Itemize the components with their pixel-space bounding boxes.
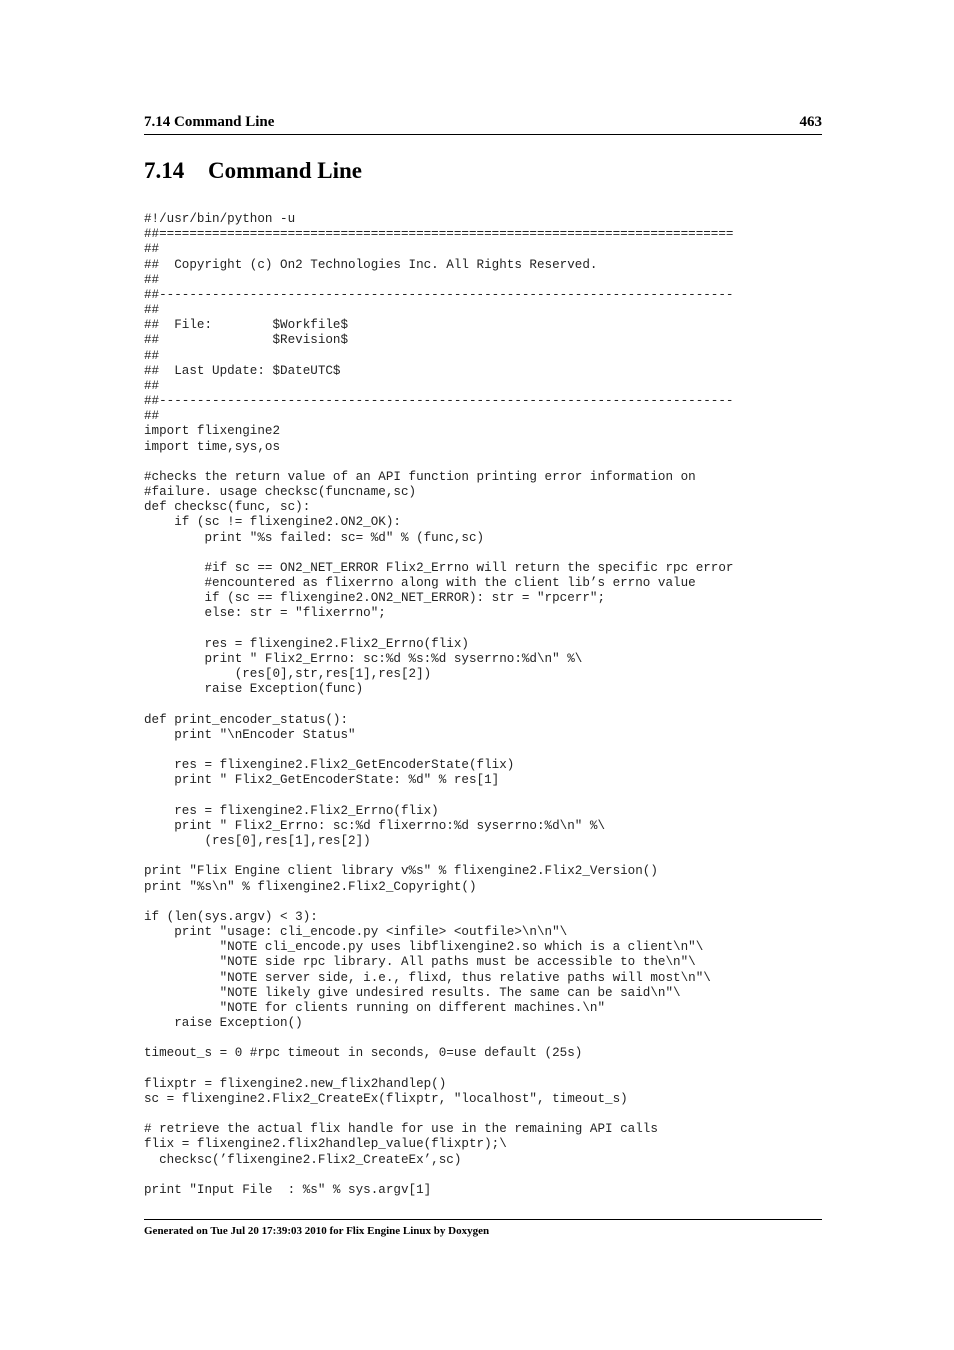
code-line [144,895,804,910]
code-line: ## [144,272,160,287]
code-line: import time,sys,os [144,439,281,454]
code-line: "NOTE cli_encode.py uses libflixengine2.so which is a client\n"\ [144,940,704,955]
code-line: flix = flixengine2.flix2handlep_value(flixptr);\ [144,1137,507,1152]
code-line: ##---------------------------------------------------------------------------- [144,287,734,302]
code-line [144,1062,804,1077]
code-line [144,743,804,758]
code-line: ## [144,303,160,318]
code-line: ## [144,409,160,424]
code-line: timeout_s = 0 #rpc timeout in seconds, 0=use default (25s) [144,1046,583,1061]
code-line: res = flixengine2.Flix2_Errno(flix) [144,803,439,818]
code-line: #if sc == ON2_NET_ERROR Flix2_Errno will return the specific rpc error [144,560,734,575]
code-line: def checksc(func, sc): [144,500,311,515]
footer-generated-text: Generated on Tue Jul 20 17:39:03 2010 for Flix Engine Linux by Doxygen [144,1225,490,1237]
code-line: (res[0],res[1],res[2]) [144,834,371,849]
code-line: #encountered as flixerrno along with the client lib’s errno value [144,576,696,591]
code-line: ## [144,242,160,257]
code-line: # retrieve the actual flix handle for use in the remaining API calls [144,1122,658,1137]
header-section-label: 7.14 Command Line [144,114,275,130]
code-line: import flixengine2 [144,424,281,439]
code-line: ## Copyright (c) On2 Technologies Inc. All Rights Reserved. [144,257,598,272]
code-line: "NOTE for clients running on different machines.\n" [144,1000,606,1015]
code-line [144,849,804,864]
code-line: if (sc != flixengine2.ON2_OK): [144,515,401,530]
section-title: Command Line [208,158,362,183]
code-line: "NOTE likely give undesired results. The same can be said\n"\ [144,985,681,1000]
code-line: ##============================================================================ [144,227,734,242]
code-line: print "%s failed: sc= %d" % (func,sc) [144,530,485,545]
code-listing [144,212,804,1198]
code-line: else: str = "flixerrno"; [144,606,386,621]
code-line: #failure. usage checksc(funcname,sc) [144,485,417,500]
code-line [144,546,804,561]
code-line: print " Flix2_Errno: sc:%d %s:%d syserrno:%d\n" %\ [144,651,583,666]
code-line: checksc(’flixengine2.Flix2_CreateEx’,sc) [144,1152,462,1167]
code-line [144,1168,804,1183]
code-line: print "usage: cli_encode.py <infile> <outfile>\n\n"\ [144,925,568,940]
code-line: ## [144,378,160,393]
code-line [144,789,804,804]
code-line [144,455,804,470]
code-line [144,622,804,637]
code-line: "NOTE server side, i.e., flixd, thus relative paths will most\n"\ [144,970,711,985]
code-line: if (len(sys.argv) < 3): [144,909,318,924]
code-line [144,698,804,713]
code-line: "NOTE side rpc library. All paths must be accessible to the\n"\ [144,955,696,970]
code-line: sc = flixengine2.Flix2_CreateEx(flixptr, "localhost", timeout_s) [144,1091,628,1106]
code-line: ##---------------------------------------------------------------------------- [144,394,734,409]
page-number: 463 [799,114,822,130]
code-line: def print_encoder_status(): [144,712,349,727]
code-line: print "%s\n" % flixengine2.Flix2_Copyright() [144,879,477,894]
code-line: #!/usr/bin/python -u [144,212,296,226]
code-line [144,1107,804,1122]
code-line: (res[0],str,res[1],res[2]) [144,667,432,682]
code-line: print "Input File : %s" % sys.argv[1] [144,1183,432,1197]
code-line: print "\nEncoder Status" [144,727,356,742]
code-line [144,1031,804,1046]
code-line: ## Last Update: $DateUTC$ [144,363,341,378]
code-line: ## [144,348,160,363]
code-line: if (sc == flixengine2.ON2_NET_ERROR): str = "rpcerr"; [144,591,606,606]
code-line: print "Flix Engine client library v%s" % flixengine2.Flix2_Version() [144,864,658,879]
code-line: ## $Revision$ [144,333,349,348]
code-line: ## File: $Workfile$ [144,318,349,333]
code-line: flixptr = flixengine2.new_flix2handlep() [144,1076,447,1091]
running-footer [144,1219,822,1237]
code-line: print " Flix2_GetEncoderState: %d" % res[1] [144,773,500,788]
code-line: print " Flix2_Errno: sc:%d flixerrno:%d syserrno:%d\n" %\ [144,818,606,833]
code-line: res = flixengine2.Flix2_Errno(flix) [144,636,469,651]
code-line: res = flixengine2.Flix2_GetEncoderState(flix) [144,758,515,773]
code-line: raise Exception(func) [144,682,364,697]
section-number: 7.14 [144,158,185,183]
code-line: #checks the return value of an API function printing error information on [144,469,696,484]
code-line: raise Exception() [144,1016,303,1031]
running-header [144,114,822,135]
section-heading [144,157,362,185]
